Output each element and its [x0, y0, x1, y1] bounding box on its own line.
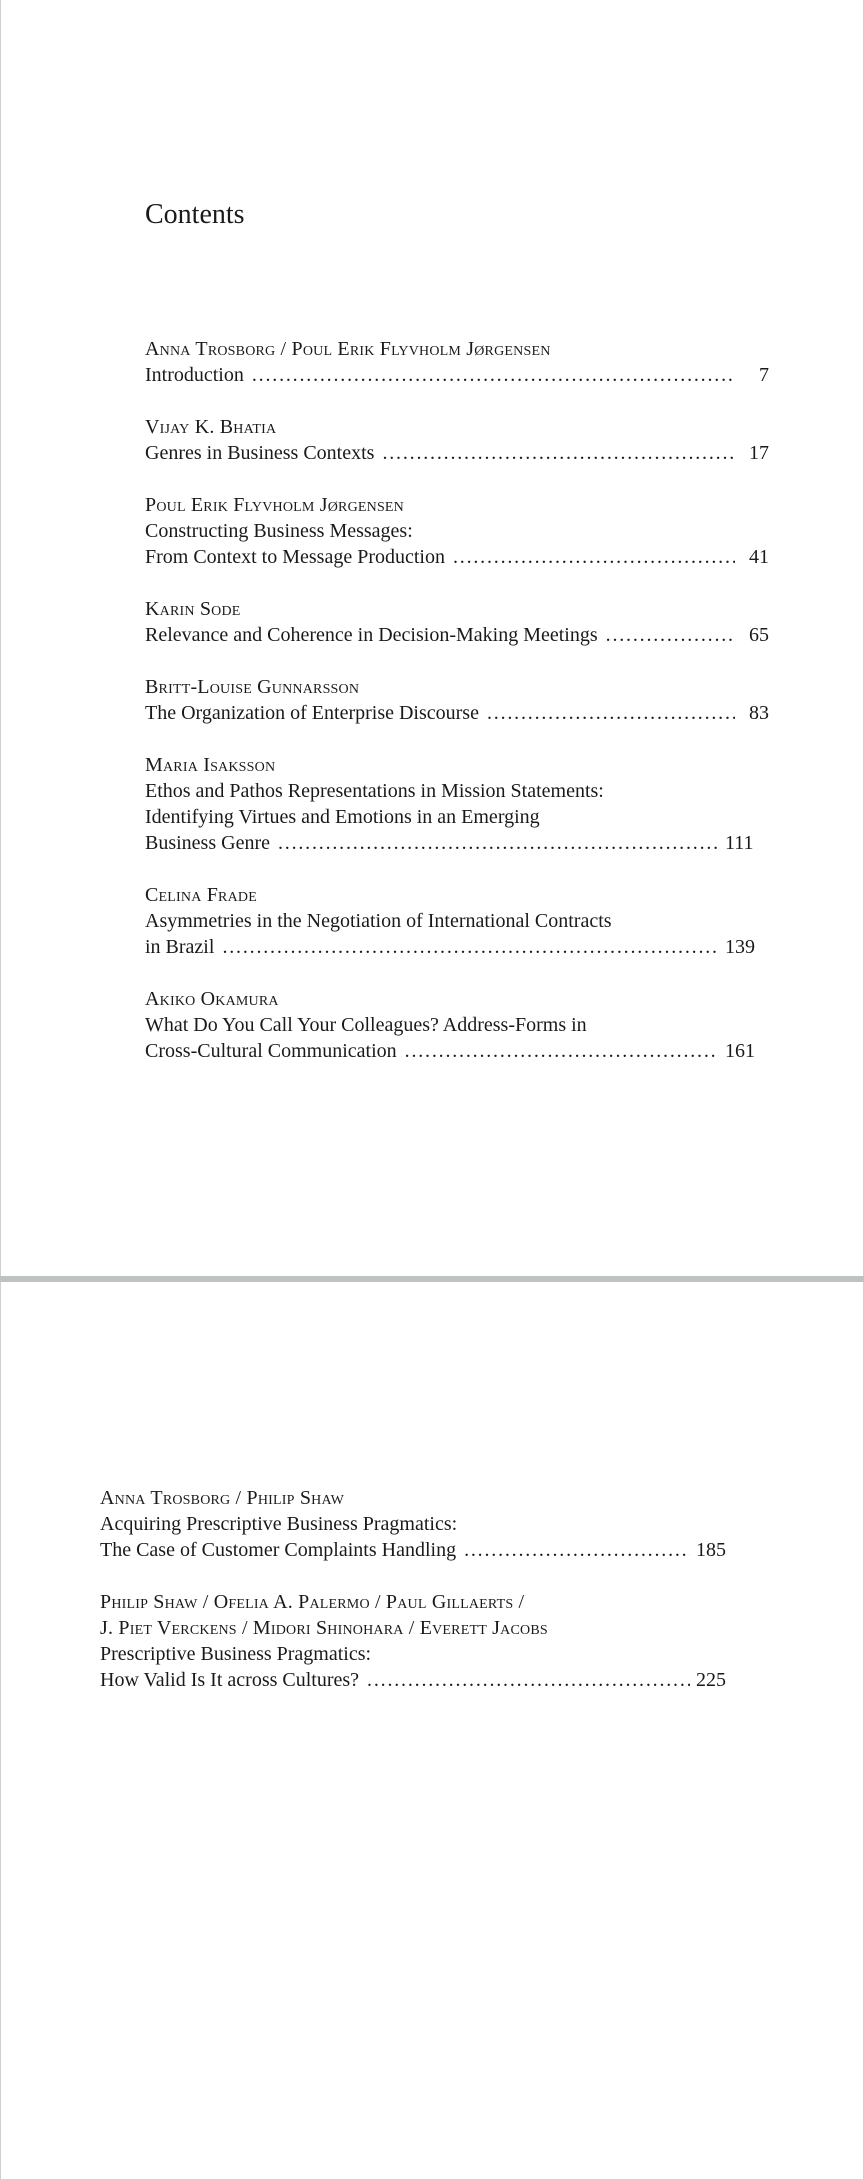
dot-leader: [367, 1667, 690, 1693]
entry-title-part: Ethos and Pathos Representations in Mission Statements:: [145, 780, 604, 802]
contents-title: Contents: [145, 199, 245, 230]
page-2: [0, 1282, 864, 2179]
entry-author: Anna Trosborg / Poul Erik Flyvholm Jørgensen: [145, 338, 551, 360]
entry-author: Britt-Louise Gunnarsson: [145, 676, 360, 698]
entry-author: Philip Shaw / Ofelia A. Palermo / Paul Gillaerts /: [100, 1591, 525, 1613]
toc-list-continued: [100, 1485, 724, 1719]
page-number: 111: [725, 832, 754, 854]
dot-leader: [278, 830, 719, 856]
dot-leader: [382, 440, 735, 466]
entry-title: Business Genre: [145, 832, 270, 854]
entry-title: Relevance and Coherence in Decision-Making Meetings: [145, 624, 598, 646]
dot-leader: [453, 544, 735, 570]
page-number: 225: [696, 1669, 726, 1691]
dot-leader: [464, 1537, 690, 1563]
page-number: 7: [759, 364, 769, 386]
dot-leader: [405, 1038, 719, 1064]
page-number: 139: [725, 936, 755, 958]
toc-entry-introduction: [145, 336, 769, 388]
entry-title: From Context to Message Production: [145, 546, 445, 568]
entry-author: Poul Erik Flyvholm Jørgensen: [145, 494, 404, 516]
entry-title-line[interactable]: [145, 622, 769, 648]
entry-title: in Brazil: [145, 936, 215, 958]
page-number: 83: [749, 702, 769, 724]
entry-title-part: Acquiring Prescriptive Business Pragmatics:: [100, 1513, 458, 1535]
entry-title-part: Prescriptive Business Pragmatics:: [100, 1643, 372, 1665]
entry-author: Anna Trosborg / Philip Shaw: [100, 1487, 345, 1509]
toc-entry-genres: [145, 414, 769, 466]
dot-leader: [487, 700, 735, 726]
entry-title-line[interactable]: [145, 700, 769, 726]
entry-title-part: Identifying Virtues and Emotions in an Emerging: [145, 806, 540, 828]
toc-entry-constructing: [145, 492, 769, 570]
entry-title: Cross-Cultural Communication: [145, 1040, 397, 1062]
entry-title: How Valid Is It across Cultures?: [100, 1669, 360, 1691]
entry-title: Introduction: [145, 364, 244, 386]
entry-title-line[interactable]: [145, 440, 769, 466]
page-number: 161: [725, 1040, 755, 1062]
entry-author-continued: J. Piet Verckens / Midori Shinohara / Everett Jacobs: [100, 1617, 548, 1639]
entry-author: Maria Isaksson: [145, 754, 276, 776]
toc-list: [145, 336, 769, 1090]
entry-title-line[interactable]: [145, 934, 753, 960]
entry-author: Akiko Okamura: [145, 988, 279, 1010]
toc-entry-prescriptive: [100, 1589, 724, 1693]
dot-leader: [252, 362, 735, 388]
entry-title-line[interactable]: [100, 1537, 724, 1563]
page-number: 41: [749, 546, 769, 568]
page-number: 17: [749, 442, 769, 464]
entry-title: The Case of Customer Complaints Handling: [100, 1539, 457, 1561]
toc-entry-relevance: [145, 596, 769, 648]
toc-entry-organization: [145, 674, 769, 726]
dot-leader: [222, 934, 719, 960]
entry-title-line[interactable]: [145, 362, 769, 388]
toc-entry-address-forms: [145, 986, 769, 1064]
entry-author: Vijay K. Bhatia: [145, 416, 277, 438]
entry-title-line[interactable]: [100, 1667, 724, 1693]
page-number: 185: [696, 1539, 726, 1561]
entry-title-line[interactable]: [145, 544, 769, 570]
entry-title-line[interactable]: [145, 830, 753, 856]
entry-title: The Organization of Enterprise Discourse: [145, 702, 479, 724]
entry-author: Karin Sode: [145, 598, 241, 620]
toc-entry-asymmetries: [145, 882, 769, 960]
entry-title-line[interactable]: [145, 1038, 753, 1064]
toc-entry-ethos: [145, 752, 769, 856]
dot-leader: [606, 622, 735, 648]
entry-title-part: Asymmetries in the Negotiation of International Contracts: [145, 910, 612, 932]
entry-author: Celina Frade: [145, 884, 257, 906]
entry-title: Genres in Business Contexts: [145, 442, 375, 464]
entry-title-part: What Do You Call Your Colleagues? Address-Forms in: [145, 1014, 587, 1036]
page-number: 65: [749, 624, 769, 646]
toc-entry-acquiring: [100, 1485, 724, 1563]
entry-title-part: Constructing Business Messages:: [145, 520, 413, 542]
